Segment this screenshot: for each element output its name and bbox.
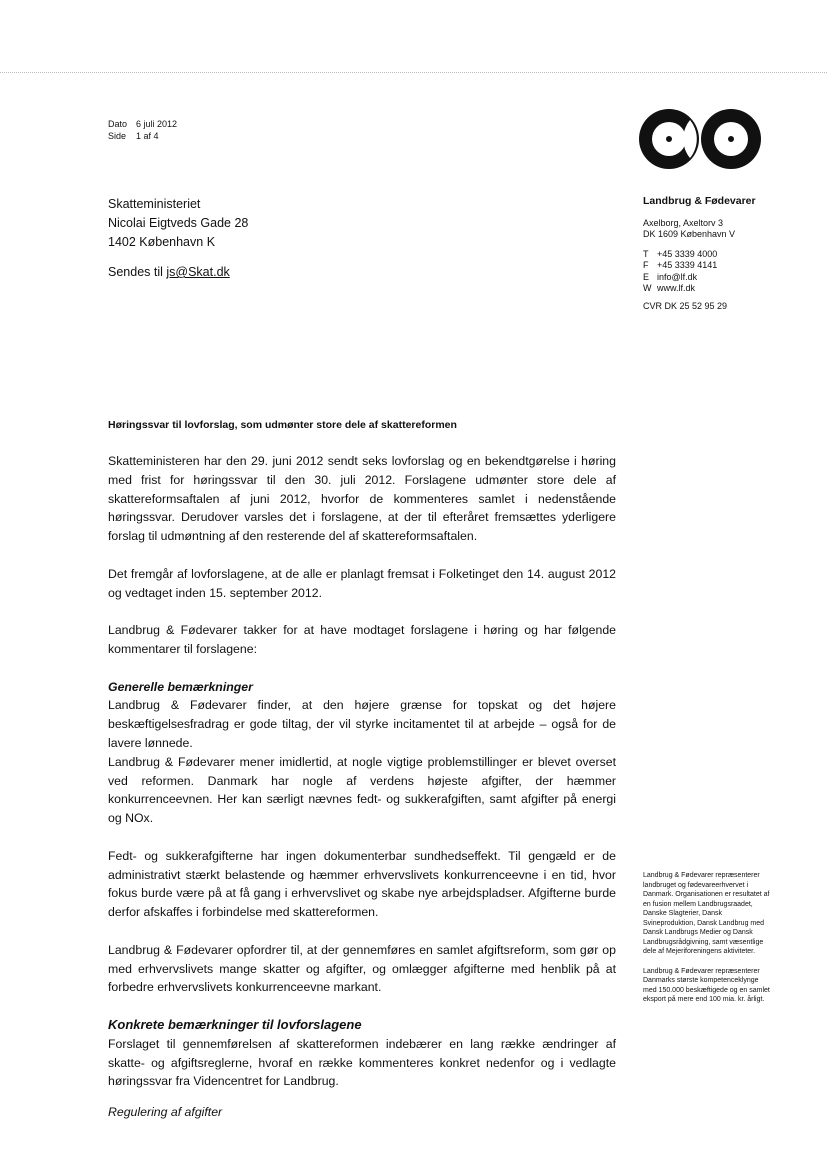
sender-address-2: DK 1609 København V (643, 229, 736, 239)
paragraph-2: Det fremgår af lovforslagene, at de alle er planlagt fremsat i Folketinget den 14. august 2012 og vedtaget inden 15. september 2012. (108, 566, 616, 600)
sender-cvr: CVR DK 25 52 95 29 (643, 300, 728, 311)
letter-subject: Høringssvar til lovforslag, som udmønter store dele af skattereformen (108, 419, 457, 431)
heading-specific-remarks: Konkrete bemærkninger til lovforslagene (108, 1016, 362, 1032)
sender-address-1: Axelborg, Axeltorv 3 (643, 217, 724, 228)
sender-email: E info@lf.dk (643, 271, 698, 282)
letter-body (108, 452, 616, 1122)
sender-fax: F +45 3339 4141 (643, 260, 718, 270)
send-to-prefix: Sendes til (108, 265, 167, 279)
page-label: Side (108, 131, 127, 141)
paragraph-1: Skatteministeren har den 29. juni 2012 sendt seks lovforslag og en bekendtgørelse i høring med frist for høringssvar til den 30. juli 2012. Forslagene udmønter store dele af skattereformsaftalen af juni 2012, hvorfor de kommenteres samlet i nedenstående høringssvar. Derudover varsles det i forslagene, at der til efteråret fremsættes yderligere forslag til udmøntning af den resterende del af skattereformsaftalen. (108, 454, 616, 544)
landbrug-fodevarer-logo (638, 108, 762, 170)
document-meta (108, 118, 177, 142)
heading-general-remarks: Generelle bemærkninger (108, 679, 253, 694)
paragraph-5: Fedt- og sukkerafgifterne har ingen dokumenterbar sundhedseffekt. Til gengæld er de administrativt stærkt belastende og hæmmer erhvervslivets konkurrenceevne i en tid, hvor fokus burde være på at få gang i erhvervslivet og skabe nye arbejdspladser. Afgifterne burde derfor afskaffes i forbindelse med skattereformen. (108, 848, 616, 920)
page-row (108, 130, 177, 142)
sender-info (643, 196, 793, 312)
organization-sidebar (643, 871, 771, 1015)
recipient-line-3: 1402 København K (108, 235, 216, 249)
paragraph-4a: Landbrug & Fødevarer finder, at den højere grænse for topskat og det højere beskæftigelsesfradrag er gode tiltag, der vil styrke incitamentet til at arbejde – også for de lavere lønnede. (108, 698, 616, 750)
paragraph-6: Landbrug & Fødevarer opfordrer til, at der gennemføres en samlet afgiftsreform, som gør op med erhvervslivets mange skatter og afgifter, og omlægger afgifterne med henblik på at forbedre erhvervslivets konkurrenceevne markant. (108, 942, 616, 995)
date-value: 6 juli 2012 (136, 119, 178, 129)
page-value: 1 af 4 (136, 131, 159, 141)
date-label: Dato (108, 119, 128, 129)
sender-web: W www.lf.dk (643, 283, 696, 293)
recipient-address (108, 195, 248, 252)
paragraph-7: Forslaget til gennemførelsen af skattereformen indebærer en lang række ændringer af skatte- og afgiftsreglerne, hvoraf en række kommenteres konkret nedenfor og i vedlagte høringssvar fra Videncentret for Landbrug. (108, 1036, 616, 1089)
recipient-line-2: Nicolai Eigtveds Gade 28 (108, 216, 249, 230)
paragraph-3: Landbrug & Fødevarer takker for at have modtaget forslagene i høring og har følgende kommentarer til forslagene: (108, 623, 616, 656)
sender-name: Landbrug & Fødevarer (643, 195, 756, 207)
subheading-regulation: Regulering af afgifter (108, 1105, 223, 1120)
recipient-line-1: Skatteministeriet (108, 197, 201, 211)
scan-edge-line (0, 72, 827, 73)
send-to-email-link[interactable]: js@Skat.dk (166, 265, 230, 279)
sidebar-text-2: Landbrug & Fødevarer repræsenterer Danmarks største kompetenceklynge med 150.000 beskæftigede og en samlet eksport på mere end 100 mia. kr. årligt. (643, 967, 770, 1003)
paragraph-4b: Landbrug & Fødevarer mener imidlertid, at nogle vigtige problemstillinger er blevet overset ved reformen. Danmark har nogle af verdens højeste afgifter, der hæmmer konkurrenceevnen. Her kan særligt nævnes fedt- og sukkerafgiften, samt afgifter på energi og NOx. (108, 754, 616, 826)
sidebar-text-1: Landbrug & Fødevarer repræsenterer landbruget og fødevareerhvervet i Danmark. Organisationen er resultatet af en fusion mellem Landbrugsraadet, Danske Slagterier, Dansk Svineproduktion, Dansk Landbrug med Dansk Landbrugs Medier og Dansk Landbrugsrådgivning, samt væsentlige dele af Mejeriforeningens aktiviteter. (643, 872, 770, 955)
sender-phone: T +45 3339 4000 (643, 248, 718, 259)
date-row (108, 118, 177, 130)
send-to-line (108, 265, 230, 279)
